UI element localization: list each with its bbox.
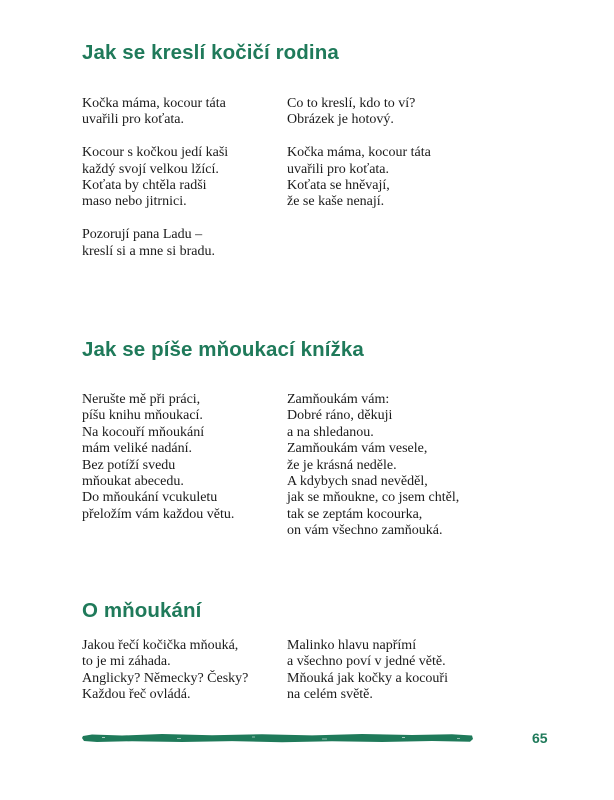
poem-line: Každou řeč ovládá. bbox=[82, 687, 191, 703]
poem-line: tak se zeptám kocourka, bbox=[287, 506, 423, 522]
poem-line: Zamňoukám vám: bbox=[287, 392, 390, 407]
poem-column-right bbox=[287, 392, 459, 540]
poem-column-right bbox=[287, 638, 448, 704]
poem-line: Kočka máma, kocour táta bbox=[82, 96, 226, 111]
section-title-meow-book: Jak se píše mňoukací knížka bbox=[82, 338, 364, 361]
section-title-about-meowing: O mňoukání bbox=[82, 599, 202, 622]
poem-line: Dobré ráno, děkuji bbox=[287, 408, 393, 424]
poem-line: Pozorují pana Ladu – bbox=[82, 227, 203, 243]
poem-line: Na kocouří mňoukání bbox=[82, 424, 205, 440]
stanza bbox=[287, 638, 448, 704]
poem-line: mám veliké nadání. bbox=[82, 441, 193, 457]
poem-line: a všechno poví v jedné větě. bbox=[287, 654, 446, 670]
poem-line: že se kaše nenají. bbox=[287, 194, 385, 210]
poem-line: a na shledanou. bbox=[287, 424, 374, 440]
poem-column-left bbox=[82, 392, 234, 523]
poem-line: on vám všechno zamňouká. bbox=[287, 523, 443, 539]
poem-line: Kočka máma, kocour táta bbox=[287, 145, 431, 161]
poem-line: že je krásná neděle. bbox=[287, 457, 397, 473]
poem-line: Nerušte mě při práci, bbox=[82, 392, 201, 407]
poem-column-left bbox=[82, 96, 228, 260]
poem-line: maso nebo jitrnici. bbox=[82, 194, 187, 210]
poem-line: Koťata by chtěla radši bbox=[82, 178, 207, 194]
poem-line: Jakou řečí kočička mňouká, bbox=[82, 638, 239, 653]
poem-line: Koťata se hněvají, bbox=[287, 178, 390, 194]
poem-line: píšu knihu mňoukací. bbox=[82, 408, 203, 424]
poem-line: Bez potíží svedu bbox=[82, 457, 176, 473]
poem-line: kreslí si a mne si bradu. bbox=[82, 243, 215, 259]
poem-line: přeložím vám každou větu. bbox=[82, 506, 235, 522]
poem-line: uvařili pro koťata. bbox=[82, 112, 185, 128]
stanza bbox=[82, 227, 228, 260]
stanza bbox=[82, 96, 228, 129]
poem-line: jak se mňoukne, co jsem chtěl, bbox=[287, 490, 460, 506]
poem-column-left bbox=[82, 638, 248, 704]
poem-line: Obrázek je hotový. bbox=[287, 112, 394, 128]
stanza bbox=[287, 96, 431, 129]
stanza bbox=[82, 145, 228, 211]
stanza bbox=[82, 392, 234, 523]
stanza bbox=[287, 392, 459, 540]
poem-line: uvařili pro koťata. bbox=[287, 161, 390, 177]
poem-line: mňoukat abecedu. bbox=[82, 474, 184, 490]
stanza bbox=[287, 145, 431, 211]
section-title-drawing-family: Jak se kreslí kočičí rodina bbox=[82, 41, 339, 64]
poem-line: na celém světě. bbox=[287, 687, 373, 703]
footer-brush-stroke bbox=[82, 733, 474, 743]
poem-line: Anglicky? Německy? Česky? bbox=[82, 670, 249, 686]
poem-line: Mňouká jak kočky a kocouři bbox=[287, 670, 448, 686]
stanza bbox=[82, 638, 248, 704]
poem-line: Co to kreslí, kdo to ví? bbox=[287, 96, 416, 111]
poem-column-right bbox=[287, 96, 431, 211]
poem-line: Malinko hlavu napřímí bbox=[287, 638, 417, 653]
poem-line: Kocour s kočkou jedí kaši bbox=[82, 145, 229, 161]
poem-line: Zamňoukám vám vesele, bbox=[287, 441, 428, 457]
poem-line: A kdybych snad nevěděl, bbox=[287, 474, 428, 490]
poem-line: to je mi záhada. bbox=[82, 654, 171, 670]
poem-line: každý svojí velkou lžící. bbox=[82, 161, 219, 177]
poem-line: Do mňoukání vcukuletu bbox=[82, 490, 218, 506]
page-number: 65 bbox=[532, 730, 548, 746]
